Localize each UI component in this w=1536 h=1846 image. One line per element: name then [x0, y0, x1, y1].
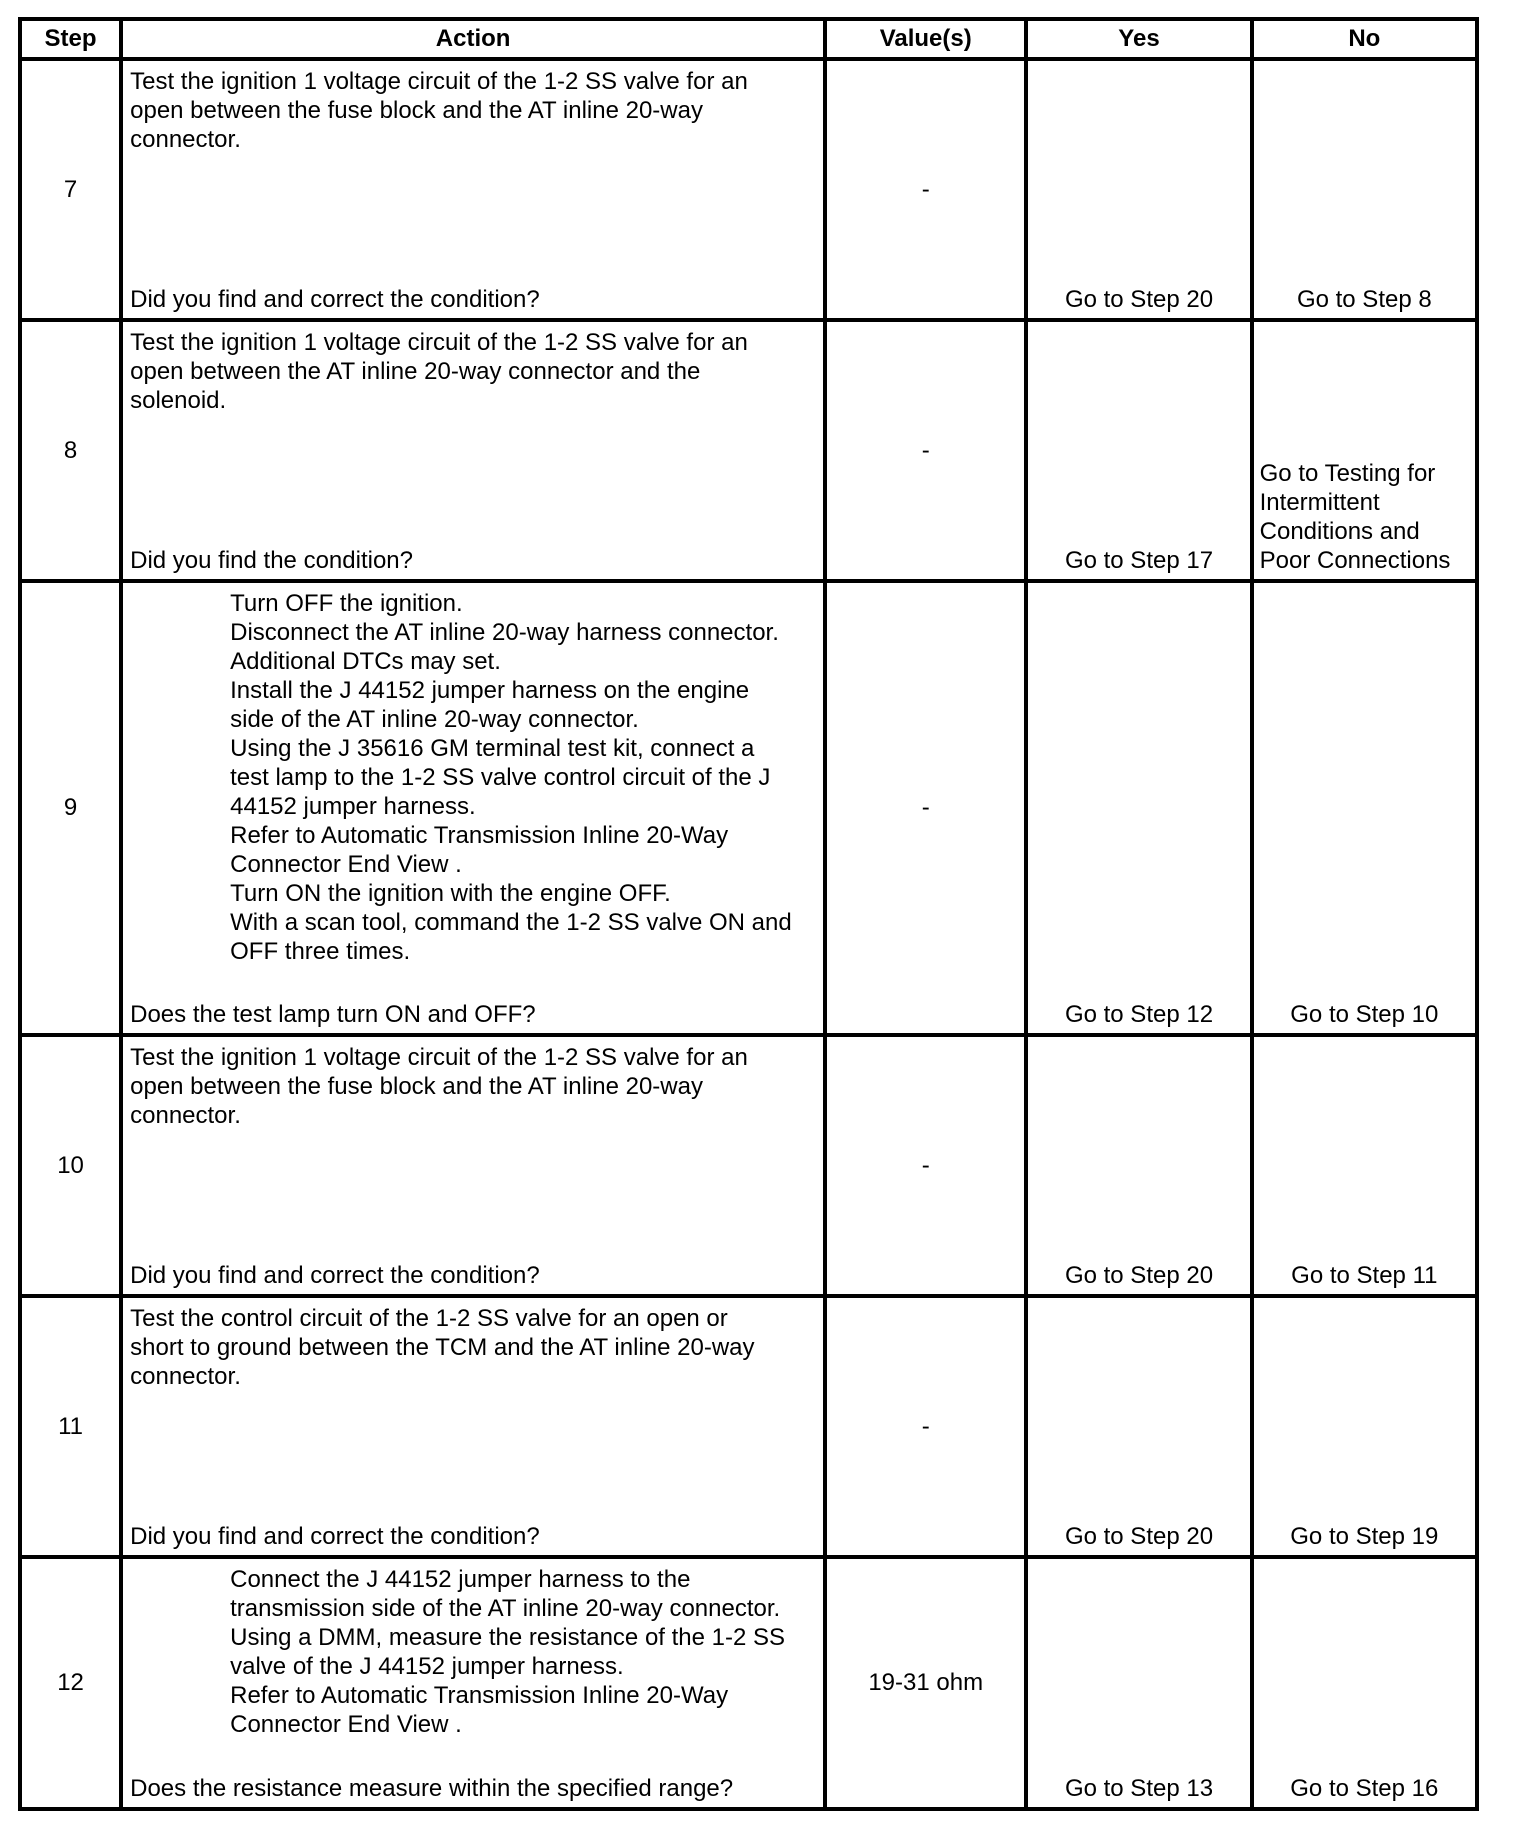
- action-step-list: [230, 1565, 819, 1739]
- table-row: [20, 320, 1477, 581]
- action-question: Did you find and correct the condition?: [130, 1523, 540, 1550]
- no-link[interactable]: Go to Step 11: [1291, 1262, 1438, 1289]
- value-cell: 19-31 ohm: [825, 1557, 1026, 1809]
- yes-cell: [1026, 320, 1251, 581]
- value-cell: -: [825, 1296, 1026, 1557]
- action-step: Connect the J 44152 jumper harness to the transmission side of the AT inline 20-way connector.: [230, 1566, 781, 1622]
- step-number: 11: [20, 1296, 121, 1557]
- table-row: [20, 1557, 1477, 1809]
- action-text: Test the ignition 1 voltage circuit of the 1-2 SS valve for an open between the AT inline 20-way connector and the solenoid.: [130, 329, 748, 414]
- value-cell: -: [825, 59, 1026, 320]
- no-link[interactable]: Go to Step 8: [1296, 286, 1432, 313]
- yes-cell: [1026, 1557, 1251, 1809]
- action-text: Test the ignition 1 voltage circuit of the 1-2 SS valve for an open between the fuse block and the AT inline 20-way connector.: [130, 1044, 748, 1129]
- action-step: Turn ON the ignition with the engine OFF.: [230, 880, 671, 907]
- yes-link[interactable]: Go to Step 20: [1064, 1262, 1214, 1289]
- step-number: 12: [20, 1557, 121, 1809]
- action-step: Refer to Automatic Transmission Inline 20-Way Connector End View .: [230, 822, 729, 878]
- action-step: Turn OFF the ignition.: [230, 590, 463, 617]
- yes-cell: [1026, 581, 1251, 1035]
- yes-link[interactable]: Go to Step 17: [1064, 547, 1214, 574]
- yes-link[interactable]: Go to Step 12: [1064, 1001, 1214, 1028]
- header-step: Step: [20, 19, 121, 59]
- no-link[interactable]: Go to Step 19: [1290, 1523, 1439, 1550]
- action-step-list: [230, 589, 819, 966]
- header-row: [20, 19, 1477, 59]
- no-link[interactable]: Go to Step 16: [1290, 1775, 1439, 1802]
- no-cell: [1252, 1296, 1477, 1557]
- action-cell: [121, 1035, 825, 1296]
- action-cell: [121, 581, 825, 1035]
- action-step: Install the J 44152 jumper harness on the engine side of the AT inline 20-way connector.: [230, 677, 750, 733]
- action-question: Does the resistance measure within the specified range?: [130, 1775, 734, 1802]
- action-cell: [121, 59, 825, 320]
- action-question: Did you find and correct the condition?: [130, 286, 540, 313]
- action-step: Using a DMM, measure the resistance of the 1-2 SS valve of the J 44152 jumper harness.: [230, 1624, 786, 1680]
- no-cell: [1252, 59, 1477, 320]
- no-link[interactable]: Go to Step 10: [1290, 1001, 1439, 1028]
- step-number: 8: [20, 320, 121, 581]
- step-number: 7: [20, 59, 121, 320]
- yes-link[interactable]: Go to Step 13: [1064, 1775, 1214, 1802]
- step-number: 10: [20, 1035, 121, 1296]
- action-cell: [121, 320, 825, 581]
- yes-link[interactable]: Go to Step 20: [1064, 1523, 1214, 1550]
- yes-cell: [1026, 1296, 1251, 1557]
- table-row: [20, 1296, 1477, 1557]
- yes-cell: [1026, 59, 1251, 320]
- value-cell: -: [825, 1035, 1026, 1296]
- step-number: 9: [20, 581, 121, 1035]
- header-values: Value(s): [825, 19, 1026, 59]
- header-no: No: [1252, 19, 1477, 59]
- action-cell: [121, 1296, 825, 1557]
- table-row: [20, 59, 1477, 320]
- value-cell: -: [825, 320, 1026, 581]
- header-yes: Yes: [1026, 19, 1251, 59]
- yes-cell: [1026, 1035, 1251, 1296]
- action-question: Does the test lamp turn ON and OFF?: [130, 1001, 536, 1028]
- action-question: Did you find and correct the condition?: [130, 1262, 540, 1289]
- action-step: Using the J 35616 GM terminal test kit, connect a test lamp to the 1-2 SS valve control circuit of the J 44152 jumper harness.: [230, 735, 771, 820]
- no-cell: [1252, 320, 1477, 581]
- yes-link[interactable]: Go to Step 20: [1064, 286, 1214, 313]
- action-step: Refer to Automatic Transmission Inline 20-Way Connector End View .: [230, 1682, 729, 1738]
- action-cell: [121, 1557, 825, 1809]
- value-cell: -: [825, 581, 1026, 1035]
- table-row: [20, 581, 1477, 1035]
- no-cell: [1252, 581, 1477, 1035]
- action-text: Test the ignition 1 voltage circuit of the 1-2 SS valve for an open between the fuse block and the AT inline 20-way connector.: [130, 68, 748, 153]
- diagnostic-table: [18, 17, 1479, 1811]
- no-link[interactable]: Go to Testing for Intermittent Conditions and Poor Connections: [1259, 460, 1451, 574]
- action-question: Did you find the condition?: [130, 547, 413, 574]
- table-row: [20, 1035, 1477, 1296]
- no-cell: [1252, 1557, 1477, 1809]
- action-text: Test the control circuit of the 1-2 SS valve for an open or short to ground between the TCM and the AT inline 20-way connector.: [130, 1305, 755, 1390]
- header-action: Action: [121, 19, 825, 59]
- no-cell: [1252, 1035, 1477, 1296]
- action-step: Disconnect the AT inline 20-way harness connector. Additional DTCs may set.: [230, 619, 779, 675]
- action-step: With a scan tool, command the 1-2 SS valve ON and OFF three times.: [230, 909, 792, 965]
